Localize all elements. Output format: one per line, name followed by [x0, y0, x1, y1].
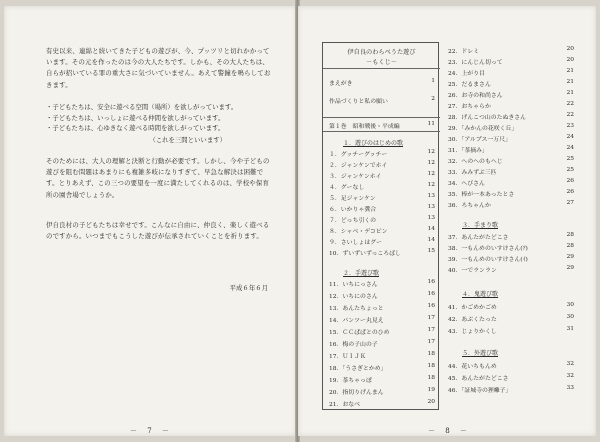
- toc-title: 伊自良のわらべうた遊び: [347, 49, 416, 56]
- toc-row: 31．「茶摘み」 24: [448, 145, 574, 154]
- toc-row: ９．さいしょはグー 14: [329, 237, 435, 246]
- toc-row: 41．かごめかごめ 30: [448, 302, 574, 311]
- section-heading: １．遊びのはじめの歌: [343, 140, 404, 147]
- intro-paragraph: 有史以来、連綿と続いてきた子どもの遊びが、今、プッツリと切れかかっています。その元を作ったのは今の大人たちです。しかも、その大人たちは、自らが招いている罪の重大さに気づいていません。あえて警鐘を鳴らしておきます。: [46, 47, 271, 89]
- toc-row: 30．「アルプス一万尺」 24: [448, 134, 574, 143]
- toc-row: 13．あんたちょっと 16: [329, 303, 435, 312]
- toc-row: 26．お寺の和尚さん 21: [448, 90, 574, 99]
- toc-row: 22．ドレミ 20: [448, 46, 574, 55]
- toc-row: 45．あんたがたどこさ 32: [448, 373, 574, 382]
- toc-row: 21．おなべ 20: [329, 399, 435, 408]
- three-ma-note: （これを三間といいます）: [149, 136, 226, 144]
- right-page: [298, 6, 596, 436]
- toc-row: 29．「みかんの花咲く丘」 23: [448, 123, 574, 132]
- toc-row: 27．おちゃらか 22: [448, 101, 574, 110]
- toc-row: 11．いちにっさん 16: [329, 279, 435, 288]
- toc-row: 23．にんじん切って 20: [448, 57, 574, 66]
- bullet-item-friends: ・子どもたちは、いっしょに遊べる仲間を欲しがっています。: [46, 113, 225, 122]
- closing-paragraph: 伊自良村の子どもたちは幸せです。こんなに自由に、仲良く、楽しく遊べるのですから。いつまでもこうした遊びが伝承されていくことを祈ります。: [46, 221, 270, 241]
- toc-row: 12．いちにのさん 16: [329, 291, 435, 300]
- toc-row: 16．梅の子山の子 17: [329, 339, 435, 348]
- toc-row: 39．一もんめのいすけさん(ｲ) 29: [448, 254, 574, 263]
- page-number-right: － 8 －: [428, 427, 471, 435]
- toc-row: ４．グーなし 12: [329, 182, 435, 191]
- section-heading: ５．外遊び歌: [462, 350, 499, 357]
- toc-row: １．グッチーグッチー 12: [329, 149, 435, 158]
- toc-row: 第１巻 昭和戦後・平成編 11: [329, 121, 435, 130]
- toc-row: まえがき 1: [329, 78, 435, 87]
- toc-divider: [323, 68, 440, 69]
- toc-row: 15．ＣＣぱぱとのひめ 17: [329, 327, 435, 336]
- toc-row: 24．上がり目 21: [448, 68, 574, 77]
- toc-row: ７．どっち引くの 13: [329, 215, 435, 224]
- toc-left-column: [322, 42, 439, 410]
- toc-row: 17．ＵＩＪＫ 18: [329, 351, 435, 360]
- toc-row: 25．だるまさん 21: [448, 79, 574, 88]
- toc-divider: [323, 131, 440, 132]
- toc-row: 19．茶ちゃっぽ 18: [329, 375, 435, 384]
- toc-row: ３．ジャンケンホイ 12: [329, 171, 435, 180]
- toc-row: ６．いかりゃ糞合 13: [329, 204, 435, 213]
- toc-row: ５．足ジャンケン 13: [329, 193, 435, 202]
- toc-row: 32．へのへのもへじ 25: [448, 156, 574, 165]
- toc-row: 38．一もんめのいすけさん(ｱ) 28: [448, 243, 574, 252]
- toc-row: 18．「うさぎとかめ」 18: [329, 363, 435, 372]
- toc-row: 作品づくりと私の願い 2: [329, 96, 435, 105]
- bullet-item-space: ・子どもたちは、安全に遊べる空間（場所）を欲しがっています。: [46, 103, 238, 111]
- left-page: [4, 6, 296, 436]
- toc-row: ２．ジャンケンでホイ 12: [329, 160, 435, 169]
- bullet-item-time: ・子どもたちは、心ゆきなく遊べる時間を欲しがっています。: [46, 124, 225, 132]
- toc-row: 20．指切りげんまん 19: [329, 387, 435, 396]
- toc-row: 44．花いちもんめ 32: [448, 361, 574, 370]
- toc-row: 36．ろちゃんか 27: [448, 200, 574, 209]
- toc-row: 37．あんたがたどこさ 28: [448, 232, 574, 241]
- toc-divider: [323, 117, 440, 118]
- date-line: 平成６年６月: [229, 284, 268, 292]
- toc-row: ８．シャベ・デコピン 14: [329, 226, 435, 235]
- toc-row: 10．ずいずいずっころばし 15: [329, 248, 435, 257]
- toc-right-column: [448, 42, 576, 410]
- section-heading: ２．手遊び歌: [343, 270, 380, 277]
- section-heading: ３．手まり歌: [462, 222, 499, 229]
- section-heading: ４．鬼遊び歌: [462, 291, 499, 298]
- toc-row: 35．棒が一本あったとさ 26: [448, 189, 574, 198]
- toc-row: 43．じょりかくし 31: [448, 326, 574, 335]
- toc-row: 14．パンツー丸見え 17: [329, 315, 435, 324]
- toc-row: 40．一でランラン 29: [448, 265, 574, 274]
- bullet-list: [46, 102, 274, 134]
- action-paragraph: そのためには、大人の理解と決断と行動が必要です。しかし、今や子どもの遊びを阻む問題はあまりにも複雑多岐になりすぎて、早急な解決は困難です。とりあえず、この三つの要望を一度に満たしてくれるのは、学校や保育所の園舎場でしょうか。: [46, 157, 270, 199]
- toc-row: 28．げんこつ山のたぬきさん 22: [448, 112, 574, 121]
- toc-row: 34．へびさん 26: [448, 178, 574, 187]
- toc-row: 42．あぶくたった 30: [448, 314, 574, 323]
- page-number-left: － 7 －: [130, 427, 173, 435]
- toc-row: 46．「証城寺の狸囃子」 33: [448, 385, 574, 394]
- toc-row: 33．みみずぶ三匹 25: [448, 167, 574, 176]
- toc-subtitle: －もくじ－: [366, 59, 397, 66]
